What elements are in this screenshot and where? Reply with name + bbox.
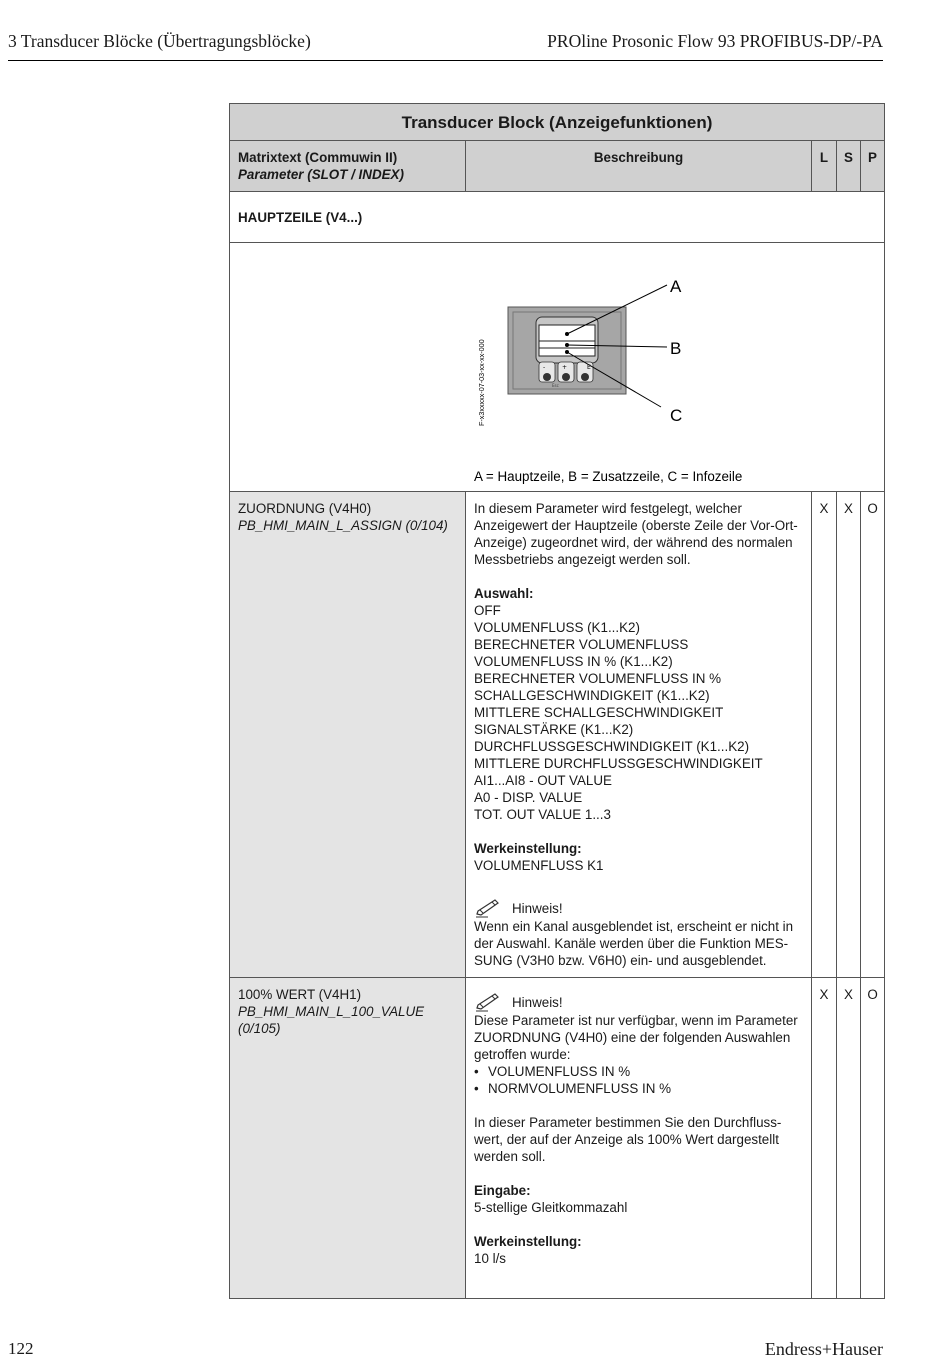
choice-item: A0 - DISP. VALUE <box>474 790 583 805</box>
param-slot-index-2: (0/105) <box>238 1021 281 1036</box>
choice-item: MITTLERE DURCHFLUSSGESCHWINDIGKEIT <box>474 756 763 771</box>
param-cell-zuordnung <box>230 492 466 978</box>
note-line: SUNG (V3H0 bzw. V6H0) ein- und ausgeblendet. <box>474 953 767 968</box>
choice-item: BERECHNETER VOLUMENFLUSS <box>474 637 689 652</box>
local-display-figure <box>230 243 884 491</box>
note-label: Hinweis! <box>512 994 563 1010</box>
note-line: ZUORDNUNG (V4H0) eine der folgenden Auswahlen <box>474 1030 791 1045</box>
choice-item: MITTLERE SCHALLGESCHWINDIGKEIT <box>474 705 724 720</box>
desc-line: wert, der auf der Anzeige als 100% Wert dargestellt <box>474 1132 779 1147</box>
display-figure-cell <box>230 243 885 492</box>
desc-line: Anzeige) zugeordnet wird, der während des normalen <box>474 535 793 550</box>
header-matrixtext: Matrixtext (Commuwin II) <box>238 150 398 165</box>
input-value: 5-stellige Gleitkommazahl <box>474 1200 628 1215</box>
default-label: Werkeinstellung: <box>474 841 582 856</box>
bullet-item: • VOLUMENFLUSS IN % <box>474 1063 803 1080</box>
transducer-block-table <box>229 103 885 1299</box>
flag-s: X <box>837 492 861 978</box>
param-name: ZUORDNUNG (V4H0) <box>238 501 372 516</box>
product-title: PROline Prosonic Flow 93 PROFIBUS-DP/-PA <box>547 31 883 51</box>
note-heading <box>474 898 803 918</box>
table-title: Transducer Block (Anzeigefunktionen) <box>230 104 885 141</box>
bullet-item: • NORMVOLUMENFLUSS IN % <box>474 1080 803 1097</box>
header-s: S <box>837 141 861 192</box>
flag-l: X <box>812 978 837 1299</box>
input-label: Eingabe: <box>474 1183 531 1198</box>
flag-l: X <box>812 492 837 978</box>
choice-label: Auswahl: <box>474 586 534 601</box>
key-enter-icon <box>581 373 589 381</box>
chapter-title: 3 Transducer Blöcke (Übertragungsblöcke) <box>8 31 311 51</box>
choice-item: SCHALLGESCHWINDIGKEIT (K1...K2) <box>474 688 710 703</box>
key-minus-icon <box>543 373 551 381</box>
choice-item: VOLUMENFLUSS IN % (K1...K2) <box>474 654 673 669</box>
desc-cell-zuordnung <box>466 492 812 978</box>
callout-a: A <box>670 277 682 296</box>
note-line: getroffen wurde: <box>474 1047 571 1062</box>
key-minus-label: - <box>543 364 546 371</box>
note-line: Wenn ein Kanal ausgeblendet ist, erscheint er nicht in <box>474 919 794 934</box>
brand-logo: Endress+Hauser <box>764 1339 883 1359</box>
note-label: Hinweis! <box>512 900 563 916</box>
choice-item: BERECHNETER VOLUMENFLUSS IN % <box>474 671 722 686</box>
figure-code: F-x3xxxxx-07-03-xx-xx-000 <box>477 339 486 426</box>
key-esc-label: Esc <box>552 383 559 388</box>
param-cell-100-wert <box>230 978 466 1299</box>
note-heading <box>474 992 803 1012</box>
key-plus-label: + <box>562 364 568 371</box>
desc-line: Anzeigewert der Hauptzeile (oberste Zeile der Vor-Ort- <box>474 518 798 533</box>
header-matrix-cell <box>230 141 466 192</box>
key-plus-icon <box>562 373 570 381</box>
desc-line: In diesem Parameter wird festgelegt, welcher <box>474 501 742 516</box>
choice-item: OFF <box>474 603 501 618</box>
note-line: der Auswahl. Kanäle werden über die Funktion MES- <box>474 936 789 951</box>
note-line: Diese Parameter ist nur verfügbar, wenn im Parameter <box>474 1013 798 1028</box>
callout-c: C <box>670 406 683 425</box>
header-parameter: Parameter (SLOT / INDEX) <box>238 167 404 182</box>
choice-item: SIGNALSTÄRKE (K1...K2) <box>474 722 634 737</box>
param-name: 100% WERT (V4H1) <box>238 987 362 1002</box>
header-beschreibung: Beschreibung <box>466 141 812 192</box>
choice-item: TOT. OUT VALUE 1...3 <box>474 807 611 822</box>
default-value: 10 l/s <box>474 1251 507 1266</box>
flag-p: O <box>861 978 885 1299</box>
desc-line: werden soll. <box>474 1149 546 1164</box>
header-l: L <box>812 141 837 192</box>
section-title: HAUPTZEILE (V4...) <box>230 192 885 243</box>
desc-line: Messbetriebs angezeigt werden soll. <box>474 552 691 567</box>
default-label: Werkeinstellung: <box>474 1234 582 1249</box>
flag-p: O <box>861 492 885 978</box>
pencil-note-icon <box>474 898 502 918</box>
table-row <box>230 492 885 978</box>
param-slot-index: PB_HMI_MAIN_L_ASSIGN (0/104) <box>238 518 448 533</box>
param-slot-index: PB_HMI_MAIN_L_100_VALUE <box>238 1004 425 1019</box>
table-row <box>230 978 885 1299</box>
callout-b: B <box>670 339 682 358</box>
desc-line: In dieser Parameter bestimmen Sie den Durchfluss- <box>474 1115 782 1130</box>
key-enter-label: E <box>587 364 591 371</box>
flag-s: X <box>837 978 861 1299</box>
header-p: P <box>861 141 885 192</box>
page-number: 122 <box>8 1339 34 1358</box>
choice-item: VOLUMENFLUSS (K1...K2) <box>474 620 640 635</box>
figure-caption: A = Hauptzeile, B = Zusatzzeile, C = Infozeile <box>474 469 743 484</box>
bullet-list <box>474 1063 803 1097</box>
choice-item: AI1...AI8 - OUT VALUE <box>474 773 612 788</box>
desc-cell-100-wert <box>466 978 812 1299</box>
page-header <box>8 28 883 61</box>
pencil-note-icon <box>474 992 502 1012</box>
default-value: VOLUMENFLUSS K1 <box>474 858 604 873</box>
choice-item: DURCHFLUSSGESCHWINDIGKEIT (K1...K2) <box>474 739 750 754</box>
